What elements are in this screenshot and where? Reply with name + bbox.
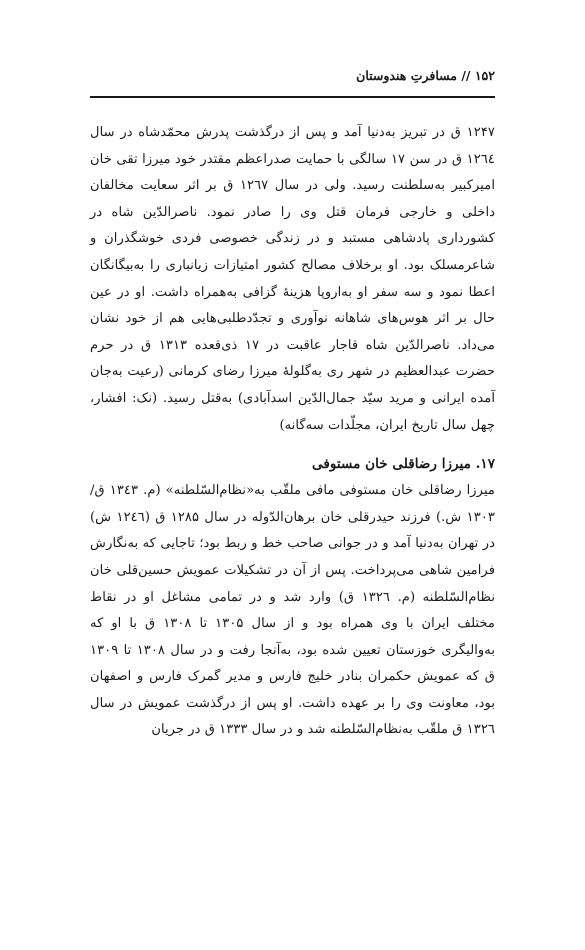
section-heading: ۱۷. میرزا رضاقلی خان مستوفی (312, 456, 495, 473)
paragraph-reza-qoli-khan: میرزا رضاقلی خان مستوفی مافی ملقّب به«نظام‌السّلطنه» (م. ۱۳٤۳ ق/ ۱۳۰۳ ش.) فرزند حیدرقلی خان برهان‌الدّوله در سال ۱۲۸۵ ق (۱۲٤٦ ش) در تهران به‌دنیا آمد و در جوانی صاحب خط و ربط بود؛ تاجایی که به‌نگارش فرامین شاهی می‌پرداخت. پس از آن در تشکیلات عمویش حسین‌قلی خان نظام‌السّلطنه (م. ۱۳۲٦ ق) وارد شد و در تمامی مشاغل او در نقاط مختلف ایران با وی همراه بود و از سال ۱۳۰۵ تا ۱۳۰۸ ق با او که به‌والیگری خوزستان تعیین شده بود، به‌آنجا رفت و در سال ۱۳۰۸ تا ۱۳۰۹ ق که عمویش حکمران بنادر خلیج فارس و مدیر گمرک فارس و اصفهان بود، معاونت وی را بر عهده داشت. او پس از درگذشت عمویش در سال ۱۳۲٦ ق ملقّب به‌نظام‌السّلطنه شد و در سال ۱۳۳۳ ق در جریان (90, 483, 496, 738)
paragraph-nasir-al-din-shah: ۱۲۴۷ ق در تبریز به‌دنیا آمد و پس از درگذشت پدرش محمّدشاه در سال ۱۲٦٤ ق در سن ۱۷ سالگی با حمایت صدراعظم مقتدر خود میرزا تقی خان امیرکبیر به‌سلطنت رسید. ولی در سال ۱۲٦۷ ق بر اثر سعایت مخالفان داخلی و خارجی فرمان قتل وی را صادر نمود. ناصرالدّین شاه در کشورداری پادشاهی مستبد و در زندگی خصوصی فردی خوشگذران و شاعرمسلک بود. او برخلاف مصالح کشور امتیازات زیانباری را به‌بیگانگان اعطا نمود و سه سفر او به‌اروپا هزینهٔ گزافی به‌همراه داشت. او در عین حال بر اثر هوس‌های شاهانه نوآوری و تجدّدطلبی‌هایی هم از خود نشان می‌داد. ناصرالدّین شاه قاجار عاقبت در ۱۷ ذی‌قعده ۱۳۱۳ ق در حرم حضرت عبدالعظیم در شهر ری به‌گلولهٔ میرزا رضای کرمانی (رعیت به‌جان آمده ایرانی و مرید سیّد جمال‌الدّین اسدآبادی) به‌قتل رسید. (نک: افشار، چهل سال تاریخ ایران، مجلّدات سه‌گانه) (90, 125, 495, 433)
book-page (90, 0, 495, 950)
running-header: ۱۵۲ // مسافرتِ هندوستان (356, 68, 495, 83)
header-rule (90, 96, 495, 98)
body-text (90, 120, 495, 744)
